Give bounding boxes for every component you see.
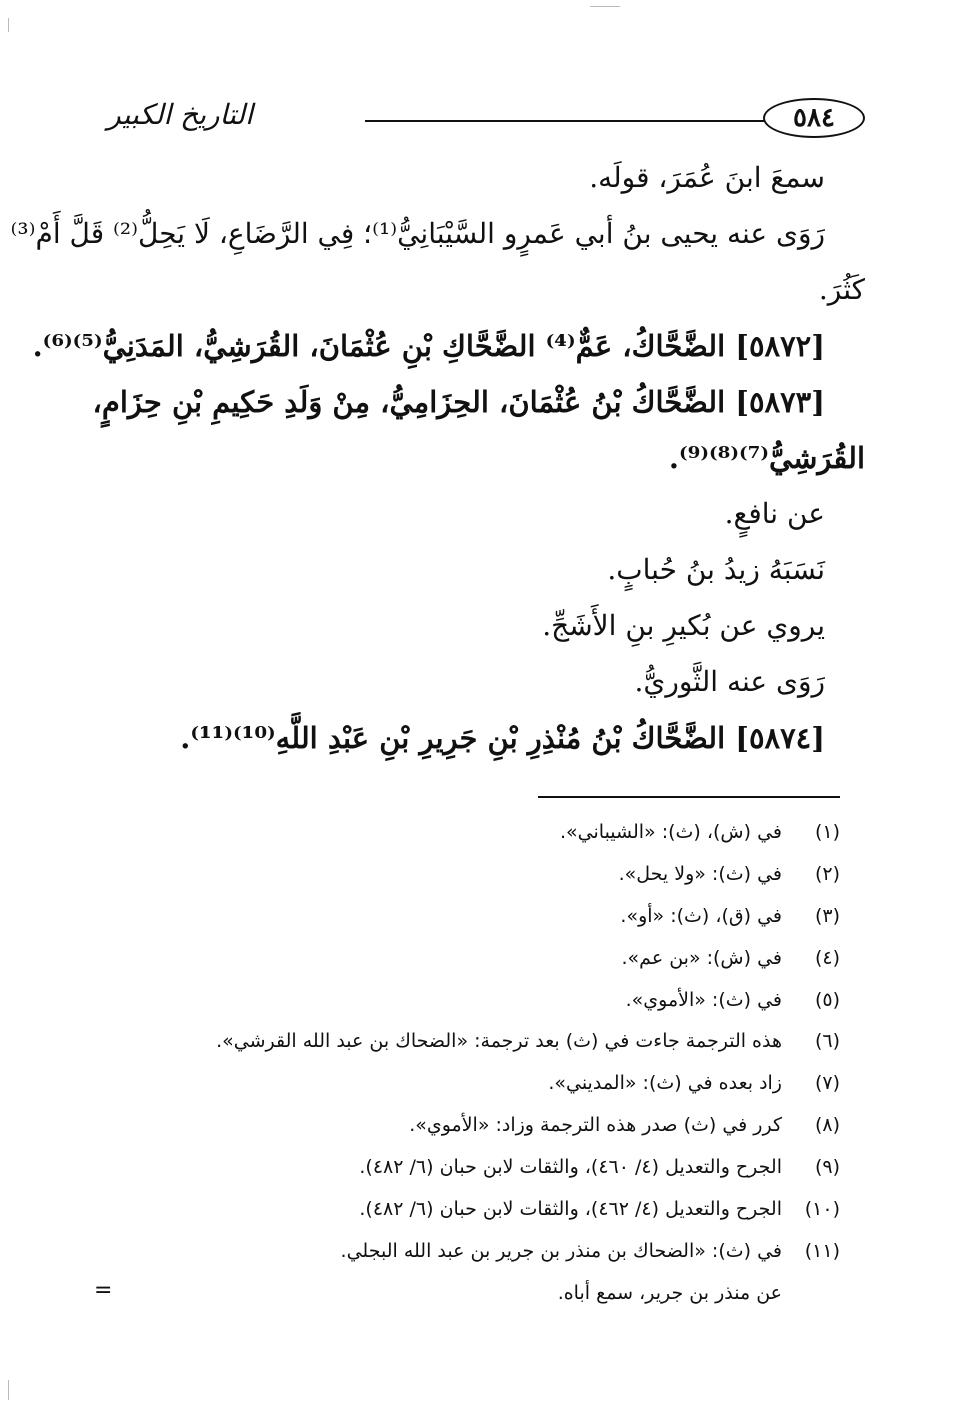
scan-artifact bbox=[590, 6, 620, 7]
footnote-number: (٦) bbox=[814, 1030, 840, 1053]
running-title: التاريخ الكبير bbox=[107, 98, 253, 131]
footnote bbox=[140, 1021, 840, 1063]
footnote bbox=[140, 980, 840, 1022]
scan-artifact bbox=[8, 18, 9, 32]
entry-heading: القُرَشِيُّ⁽⁷⁾⁽⁸⁾⁽⁹⁾. bbox=[668, 441, 865, 475]
footnote-number: (١٠) bbox=[804, 1198, 840, 1221]
continuation-mark: = bbox=[94, 1278, 113, 1303]
footnote-number: (١) bbox=[814, 821, 840, 843]
footnote-text: في (ش): «بن عم». bbox=[621, 946, 782, 969]
footnote-number: (٣) bbox=[814, 904, 840, 927]
footnote-text: الجرح والتعديل (٤/ ٤٦٢)، والثقات لابن حبان (٦/ ٤٨٢). bbox=[359, 1198, 782, 1221]
footnote-text: في (ث): «ولا يحل». bbox=[618, 862, 782, 885]
footnotes bbox=[140, 812, 840, 1315]
footnote-continuation: عن منذر بن جرير، سمع أباه. bbox=[557, 1281, 782, 1304]
text-line: رَوَى عنه يحيى بنُ أبي عَمرٍو السَّيْبَانِيُّ⁽¹⁾؛ فِي الرَّضَاعِ، لَا يَحِلُّ⁽²⁾ قَلَّ أَمْ⁽³⁾ bbox=[10, 217, 825, 250]
footnote bbox=[140, 1105, 840, 1147]
footnote-number: (١١) bbox=[804, 1239, 840, 1262]
text-line: سمعَ ابنَ عُمَرَ، قولَه. bbox=[589, 161, 825, 194]
footnote-number: (٥) bbox=[814, 988, 840, 1011]
footnote-text: كرر في (ث) صدر هذه الترجمة وزاد: «الأموي». bbox=[409, 1114, 782, 1137]
text-line: يروي عن بُكيرِ بنِ الأَشَجِّ. bbox=[542, 609, 825, 642]
footnote bbox=[140, 938, 840, 980]
footnote-text: في (ق)، (ث): «أو». bbox=[620, 904, 782, 927]
footnote-text: في (ث): «الضحاك بن منذر بن جرير بن عبد الله البجلي. bbox=[340, 1239, 782, 1262]
scan-artifact bbox=[8, 1380, 9, 1400]
entry-heading: [٥٨٧٤] الضَّحَّاكُ بْنُ مُنْذِرِ بْنِ جَرِيرِ بْنِ عَبْدِ اللَّهِ⁽¹⁰⁾⁽¹¹⁾. bbox=[180, 721, 825, 755]
footnote bbox=[140, 1189, 840, 1231]
footnote bbox=[140, 1147, 840, 1189]
text-line: عن نافعٍ. bbox=[724, 497, 825, 530]
footnote-number: (٤) bbox=[814, 946, 840, 969]
entry-heading: [٥٨٧٢] الضَّحَّاكُ، عَمٌّ⁽⁴⁾ الضَّحَّاكِ بْنِ عُثْمَانَ، القُرَشِيُّ، المَدَنِيُّ⁽⁵⁾⁽⁶⁾. bbox=[32, 329, 825, 363]
footnote-text: زاد بعده في (ث): «المديني». bbox=[548, 1072, 782, 1095]
footnote bbox=[140, 854, 840, 896]
footnote-number: (٨) bbox=[814, 1114, 840, 1137]
footnote-text: في (ش)، (ث): «الشيباني». bbox=[560, 821, 782, 843]
footnote-text: في (ث): «الأموي». bbox=[625, 988, 782, 1011]
footnote-number: (٩) bbox=[814, 1156, 840, 1179]
footnote-separator bbox=[538, 796, 840, 798]
text-line: رَوَى عنه الثَّوريُّ. bbox=[634, 665, 825, 698]
text-line: نَسَبَهُ زيدُ بنُ حُبابٍ. bbox=[607, 553, 825, 586]
main-text bbox=[10, 150, 865, 766]
page-header bbox=[95, 96, 865, 142]
footnote bbox=[140, 896, 840, 938]
footnote-number: (٢) bbox=[814, 862, 840, 885]
footnote bbox=[140, 1231, 840, 1273]
footnote-text: هذه الترجمة جاءت في (ث) بعد ترجمة: «الضحاك بن عبد الله القرشي». bbox=[216, 1030, 782, 1053]
header-rule bbox=[365, 120, 765, 122]
page-number: ٥٨٤ bbox=[763, 98, 865, 138]
footnote-text: الجرح والتعديل (٤/ ٤٦٠)، والثقات لابن حبان (٦/ ٤٨٢). bbox=[359, 1156, 782, 1179]
entry-heading: [٥٨٧٣] الضَّحَّاكُ بْنُ عُثْمَانَ، الحِزَامِيُّ، مِنْ وَلَدِ حَكِيمِ بْنِ حِزَامٍ، bbox=[92, 385, 825, 419]
footnote bbox=[140, 1063, 840, 1105]
text-line: كَثُرَ. bbox=[818, 273, 865, 306]
footnote-number: (٧) bbox=[814, 1072, 840, 1095]
footnote bbox=[140, 812, 840, 854]
